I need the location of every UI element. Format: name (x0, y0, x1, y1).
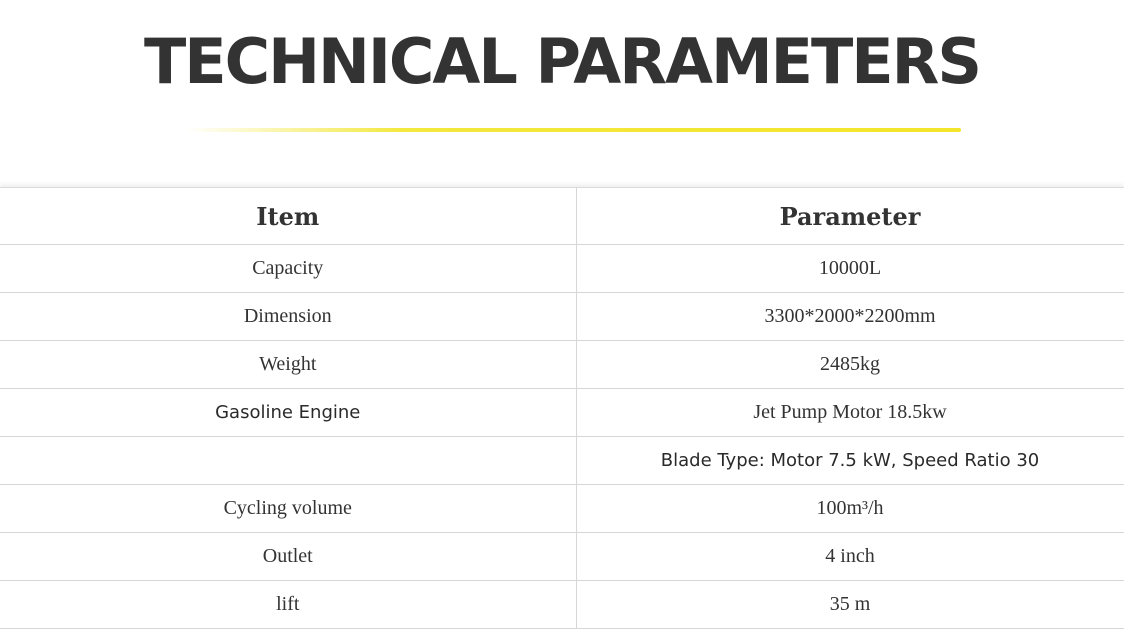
item-cell: lift (0, 581, 576, 629)
column-header-parameter: Parameter (576, 188, 1124, 245)
table-row (0, 341, 1124, 389)
item-cell (0, 437, 576, 485)
item-cell: Outlet (0, 533, 576, 581)
technical-parameters-table (0, 187, 1124, 629)
parameter-cell: 3300*2000*2200mm (576, 293, 1124, 341)
item-cell: Dimension (0, 293, 576, 341)
table-row (0, 581, 1124, 629)
table-row (0, 293, 1124, 341)
technical-parameters-table-container (0, 187, 1124, 631)
parameter-cell: Blade Type: Motor 7.5 kW, Speed Ratio 30 (576, 437, 1124, 485)
table-row (0, 533, 1124, 581)
parameter-cell: Jet Pump Motor 18.5kw (576, 389, 1124, 437)
parameter-cell: 4 inch (576, 533, 1124, 581)
item-cell: Weight (0, 341, 576, 389)
item-cell: Gasoline Engine (0, 389, 576, 437)
table-row (0, 485, 1124, 533)
parameter-cell: 2485kg (576, 341, 1124, 389)
table-row (0, 245, 1124, 293)
parameter-cell: 100m³/h (576, 485, 1124, 533)
table-row (0, 389, 1124, 437)
item-cell: Cycling volume (0, 485, 576, 533)
title-underline-decoration (186, 128, 961, 132)
parameter-cell: 10000L (576, 245, 1124, 293)
item-cell: Capacity (0, 245, 576, 293)
table-row (0, 437, 1124, 485)
column-header-item: Item (0, 188, 576, 245)
page-title: TECHNICAL PARAMETERS (143, 25, 981, 98)
parameter-cell: 35 m (576, 581, 1124, 629)
table-header-row (0, 188, 1124, 245)
